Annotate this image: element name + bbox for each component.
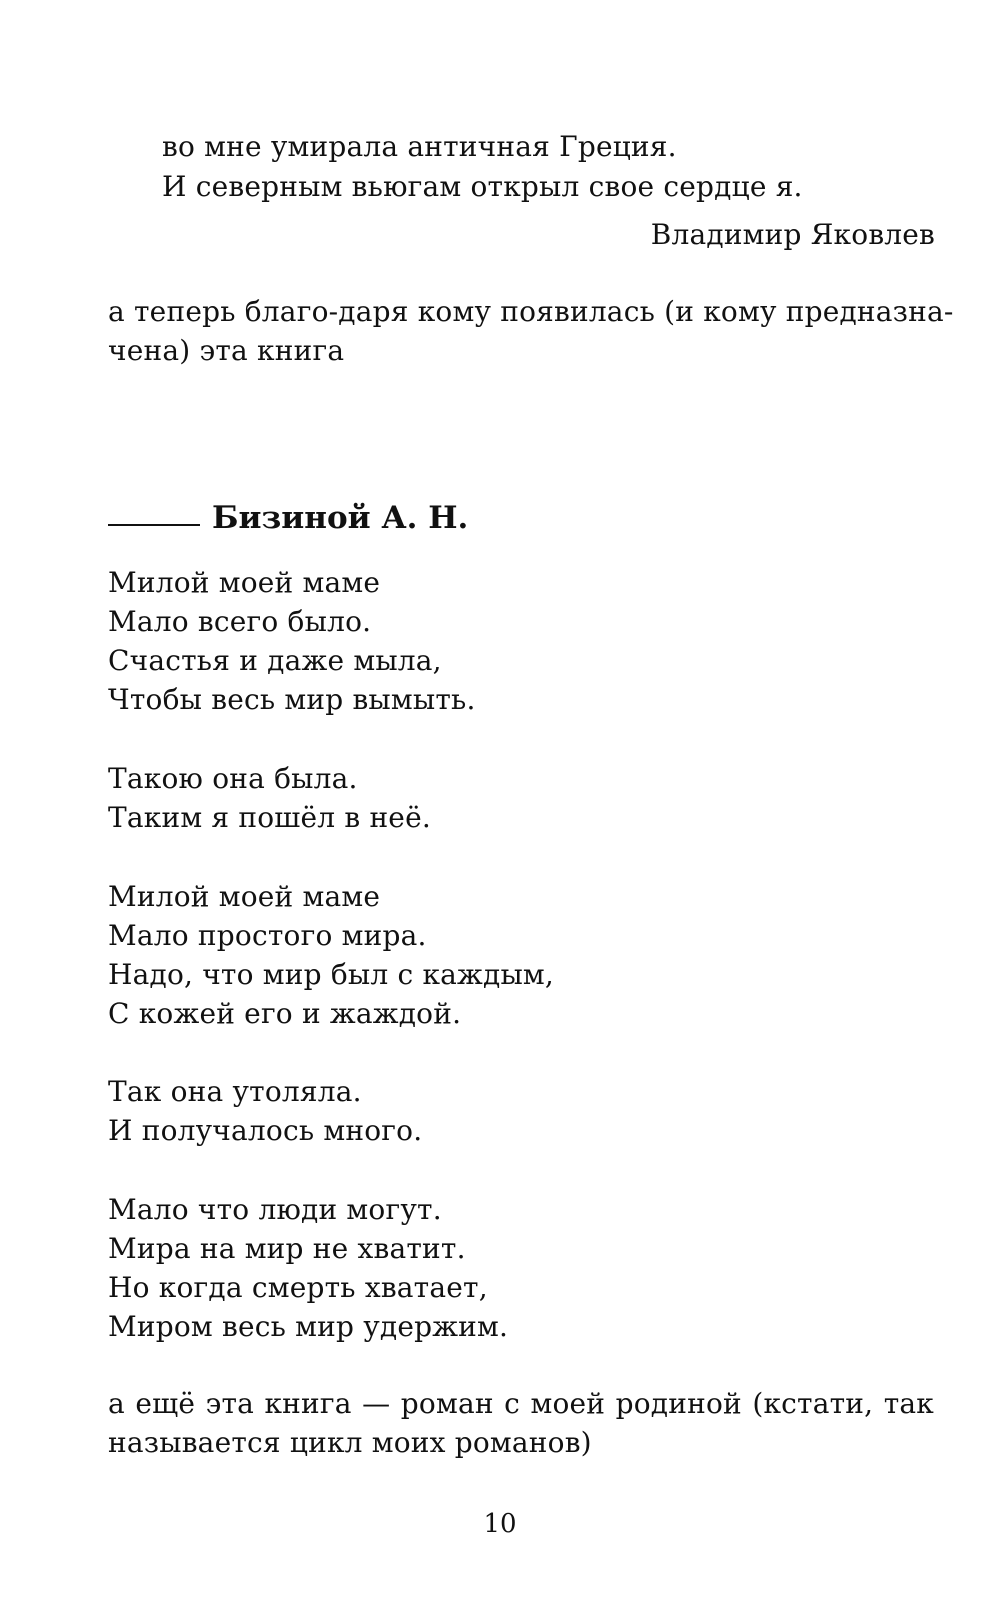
poem-line: Так она утоляла. bbox=[108, 1075, 362, 1108]
dedication-blank-line bbox=[108, 524, 200, 526]
poem-line: Миром весь мир удержим. bbox=[108, 1310, 509, 1343]
poem-line: Такою она была. bbox=[108, 762, 358, 795]
poem-line: Мало простого мира. bbox=[108, 919, 427, 952]
poem-line: Чтобы весь мир вымыть. bbox=[108, 683, 476, 716]
poem-line: Мира на мир не хватит. bbox=[108, 1232, 466, 1265]
poem-line: И получалось много. bbox=[108, 1114, 423, 1147]
poem-line: Таким я пошёл в неё. bbox=[108, 801, 431, 834]
intro-line: а теперь благо-даря кому появилась (и кому предназна- bbox=[108, 295, 954, 328]
outro-line: называется цикл моих романов) bbox=[108, 1426, 592, 1459]
poem-line: Мало всего было. bbox=[108, 605, 372, 638]
poem-line: С кожей его и жаждой. bbox=[108, 997, 462, 1030]
poem-line: Но когда смерть хватает, bbox=[108, 1271, 488, 1304]
dedication-name: Бизиной А. Н. bbox=[212, 500, 469, 536]
poem-line: Милой моей маме bbox=[108, 880, 381, 913]
epigraph-line: И северным вьюгам открыл свое сердце я. bbox=[162, 170, 803, 203]
dedication-heading bbox=[108, 498, 468, 538]
epigraph-author: Владимир Яковлев bbox=[650, 218, 935, 251]
epigraph-line: во мне умирала античная Греция. bbox=[162, 130, 677, 163]
poem-line: Надо, что мир был с каждым, bbox=[108, 958, 555, 991]
page-number: 10 bbox=[483, 1509, 517, 1539]
poem-line: Милой моей маме bbox=[108, 566, 381, 599]
poem-line: Счастья и даже мыла, bbox=[108, 644, 442, 677]
intro-line: чена) эта книга bbox=[108, 334, 345, 367]
poem-line: Мало что люди могут. bbox=[108, 1193, 442, 1226]
outro-line: а ещё эта книга — роман с моей родиной (кстати, так bbox=[108, 1387, 934, 1420]
